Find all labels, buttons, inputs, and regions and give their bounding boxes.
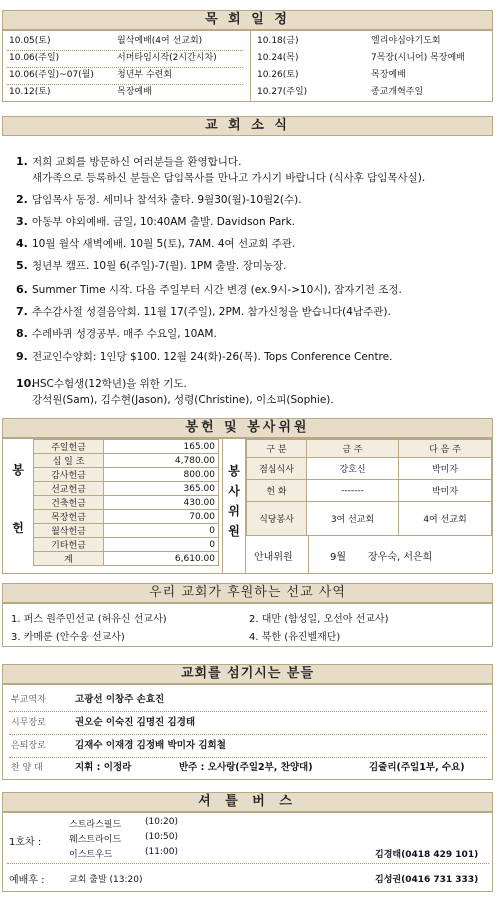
news-text: Summer Time 시작. 다음 주일부터 시간 변경 (ex.9시->10시), 잠자기전 조정.	[32, 284, 402, 296]
offering-label: 월삭헌금	[34, 524, 104, 538]
shuttle-stop-name: 웨스트라이드	[69, 835, 122, 845]
minister-names-assoc: 고광선 이창주 손효진	[75, 694, 165, 705]
vol-header-role: 구 분	[247, 440, 307, 458]
mission-1: 1. 퍼스 원주민선교 (허유신 선교사)	[11, 614, 167, 625]
choir-accompanist: 반주 : 오사랑(주일2부, 찬양대)	[179, 762, 313, 773]
schedule-event: 목장예배	[371, 70, 406, 80]
news-number: 6.	[16, 283, 28, 296]
volunteer-next-week: 박미자	[399, 458, 492, 480]
offering-label: 건축헌금	[34, 496, 104, 510]
news-text: 전교인수양회: 1인당 $100. 12월 24(화)-26(목). Tops Conference Centre.	[32, 351, 393, 363]
shuttle-after-text: 교회 출발 (13:20)	[69, 875, 143, 885]
usher-month: 9월	[330, 552, 347, 563]
offering-row	[34, 524, 219, 538]
offering-amount: 70.00	[104, 510, 219, 524]
schedule-row	[3, 34, 246, 49]
volunteers-side-char: 원	[228, 524, 240, 538]
volunteers-side-char: 봉	[228, 464, 240, 478]
schedule-row	[3, 85, 246, 100]
offering-amount: 0	[104, 538, 219, 552]
offering-label: 십 일 조	[34, 454, 104, 468]
news-item	[16, 349, 392, 365]
shuttle-car1-driver: 김경태(0418 429 101)	[375, 850, 479, 860]
news-item	[16, 258, 287, 274]
volunteer-next-week: 4여 선교회	[399, 502, 492, 536]
news-text: 청년부 캠프. 10월 6(주일)-7(월). 1PM 출발. 장미농장.	[32, 260, 287, 272]
shuttle-stop-name: 이스트우드	[69, 850, 113, 860]
choir-director: 지휘 : 이정라	[75, 762, 132, 773]
shuttle-after-label: 예배후 :	[9, 875, 45, 886]
news-item	[16, 304, 391, 320]
offering-amount: 365.00	[104, 482, 219, 496]
shuttle-stop-time: (10:20)	[145, 817, 178, 827]
volunteer-row	[247, 458, 492, 480]
schedule-event: 서머타임시작(2시간시차)	[117, 53, 217, 63]
schedule-event: 청년부 수련회	[117, 70, 173, 80]
offering-row	[34, 454, 219, 468]
schedule-event: 7목장(시니어) 목장예배	[371, 53, 465, 63]
news-number: 9.	[16, 350, 28, 363]
news-text: 수레바퀴 성경공부. 매주 수요일, 10AM.	[32, 328, 217, 340]
shuttle-box	[2, 812, 493, 892]
minister-names-retired: 김재수 이재경 김정배 박미자 김희철	[75, 740, 226, 751]
schedule-row	[251, 51, 494, 66]
volunteer-role: 점심식사	[247, 458, 307, 480]
offering-amount: 165.00	[104, 440, 219, 454]
news-box	[2, 136, 493, 418]
news-item	[16, 376, 334, 408]
news-item	[16, 236, 295, 252]
news-subtext: 강석원(Sam), 김수현(Jason), 성령(Christine), 이소피(Sophie).	[32, 394, 334, 406]
offering-side-2: 헌	[12, 521, 24, 535]
volunteer-next-week: 박미자	[399, 480, 492, 502]
schedule-date: 10.06(주일)~07(월)	[9, 70, 94, 80]
ministers-title: 교회를 섬기시는 분들	[2, 664, 493, 684]
schedule-date: 10.24(목)	[257, 53, 299, 63]
news-text: 아동부 야외예배. 금일, 10:40AM 출발. Davidson Park.	[32, 216, 296, 228]
shuttle-stop-name: 스트라스필드	[69, 820, 122, 830]
news-text: 추수감사절 성결음악회. 11월 17(주일), 2PM. 참가신청을 받습니다(4남주관).	[32, 306, 391, 318]
news-item	[16, 326, 217, 342]
schedule-date: 10.05(토)	[9, 36, 51, 46]
schedule-row	[251, 34, 494, 49]
offering-label: 선교헌금	[34, 482, 104, 496]
schedule-row	[251, 85, 494, 100]
ministers-box	[2, 684, 493, 780]
minister-names-active: 권오순 이숙진 김명진 김경태	[75, 717, 196, 728]
volunteer-row	[247, 480, 492, 502]
mission-3: 3. 카메룬 (안수웅 선교사)	[11, 632, 125, 643]
offering-total-amount: 6,610.00	[104, 552, 219, 566]
news-number: 2.	[16, 193, 28, 206]
shuttle-car1-label: 1호차 :	[9, 837, 42, 848]
offering-side-1: 봉	[12, 463, 24, 477]
news-number: 1.	[16, 155, 28, 168]
volunteer-role: 헌 화	[247, 480, 307, 502]
volunteer-this-week: 강호신	[307, 458, 399, 480]
minister-label-active: 시무장로	[11, 718, 46, 728]
news-text: 담임목사 동정. 세미나 참석차 출타. 9월30(월)-10월2(수).	[32, 194, 302, 206]
volunteer-row	[247, 502, 492, 536]
volunteer-this-week: 3여 선교회	[307, 502, 399, 536]
schedule-date: 10.12(토)	[9, 87, 51, 97]
volunteers-side	[222, 439, 246, 573]
news-text: 저희 교회를 방문하신 여러분들을 환영합니다.	[32, 156, 242, 168]
offering-total-row	[34, 552, 219, 566]
offering-amount: 800.00	[104, 468, 219, 482]
volunteers-side-char: 위	[228, 504, 240, 518]
schedule-row	[3, 68, 246, 83]
schedule-event: 목장예배	[117, 87, 152, 97]
missions-title: 우리 교회가 후원하는 선교 사역	[2, 583, 493, 603]
missions-box	[2, 603, 493, 647]
offering-row	[34, 482, 219, 496]
offering-label: 기타헌금	[34, 538, 104, 552]
offering-row	[34, 496, 219, 510]
shuttle-after-driver: 김성권(0416 731 333)	[375, 875, 479, 885]
schedule-event: 종교개혁주일	[371, 87, 424, 97]
offering-amount: 430.00	[104, 496, 219, 510]
shuttle-title: 셔 틀 버 스	[2, 792, 493, 812]
offering-amount: 4,780.00	[104, 454, 219, 468]
news-subtext: 새가족으로 등록하신 분들은 담임목사를 만나고 가시기 바랍니다 (식사후 담임목사실).	[32, 172, 426, 184]
news-item	[16, 154, 425, 186]
vol-header-this-week: 금 주	[307, 440, 399, 458]
news-number: 8.	[16, 327, 28, 340]
usher-names: 장우숙, 서은희	[368, 552, 433, 563]
schedule-date: 10.27(주일)	[257, 87, 308, 97]
schedule-box	[2, 30, 493, 102]
offering-row	[34, 538, 219, 552]
schedule-date: 10.26(토)	[257, 70, 299, 80]
news-item	[16, 214, 295, 230]
choir-accompanist-2: 김줄리(주일1부, 수요)	[369, 762, 465, 773]
offering-row	[34, 510, 219, 524]
offering-row	[34, 440, 219, 454]
news-number: 3.	[16, 215, 28, 228]
offering-label: 목장헌금	[34, 510, 104, 524]
offering-label: 주일헌금	[34, 440, 104, 454]
news-number: 5.	[16, 259, 28, 272]
news-number: 4.	[16, 237, 28, 250]
news-number: 10.	[16, 377, 36, 390]
mission-2: 2. 대만 (함성일, 오선아 선교사)	[249, 614, 389, 625]
offering-row	[34, 468, 219, 482]
schedule-date: 10.06(주일)	[9, 53, 60, 63]
volunteers-side-char: 사	[228, 484, 240, 498]
news-item	[16, 192, 302, 208]
offering-label: 감사헌금	[34, 468, 104, 482]
vol-header-next-week: 다 음 주	[399, 440, 492, 458]
choir-label: 찬 양 대	[11, 763, 43, 773]
offering-amount: 0	[104, 524, 219, 538]
schedule-event: 월삭예배(4여 선교회)	[117, 36, 203, 46]
schedule-event: 엘리야심야기도회	[371, 36, 441, 46]
news-number: 7.	[16, 305, 28, 318]
shuttle-stop-time: (10:50)	[145, 832, 178, 842]
minister-label-retired: 은퇴장로	[11, 741, 46, 751]
offering-box	[2, 438, 493, 574]
mission-4: 4. 북한 (유진벨재단)	[249, 632, 341, 643]
news-text: 10월 월삭 새벽예배. 10월 5(토), 7AM. 4여 선교회 주관.	[32, 238, 296, 250]
usher-role: 안내위원	[254, 552, 293, 563]
schedule-date: 10.18(금)	[257, 36, 299, 46]
shuttle-stop-time: (11:00)	[145, 847, 178, 857]
offering-table	[33, 439, 219, 566]
news-title: 교 회 소 식	[2, 116, 493, 136]
usher-row	[246, 535, 492, 573]
volunteer-this-week: -------	[307, 480, 399, 502]
minister-label-assoc: 부교역자	[11, 695, 46, 705]
news-item	[16, 282, 402, 298]
offering-total-label: 계	[34, 552, 104, 566]
schedule-row	[3, 51, 246, 66]
schedule-row	[251, 68, 494, 83]
volunteers-table	[246, 439, 492, 536]
offering-title: 봉헌 및 봉사위원	[2, 418, 493, 438]
news-text: HSC수험생(12학년)을 위한 기도.	[32, 378, 187, 390]
volunteer-role: 식당봉사	[247, 502, 307, 536]
schedule-title: 목 회 일 정	[2, 10, 493, 30]
